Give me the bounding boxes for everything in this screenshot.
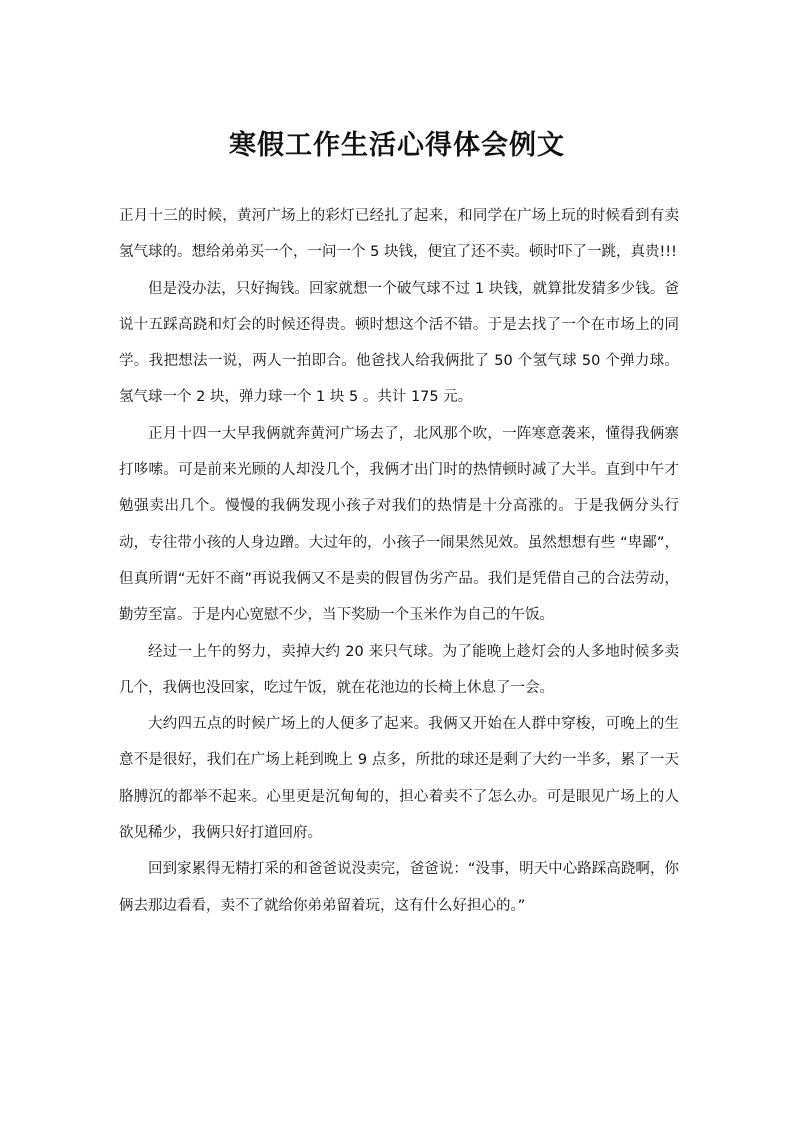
paragraph-6: 回到家累得无精打采的和爸爸说没卖完，爸爸说：“没事，明天中心路踩高跷啊，你俩去那边看看，卖不了就给你弟弟留着玩，这有什么好担心的。” (119, 861, 679, 914)
document-title: 寒假工作生活心得体会例文 (229, 130, 565, 161)
paragraph-2: 但是没办法，只好掏钱。回家就想一个破气球不过 1 块钱，就算批发猜多少钱。爸说十五踩高跷和灯会的时候还得贵。顿时想这个活不错。于是去找了一个在市场上的同学。我把想法一说，两人一拍即合。他爸找人给我俩批了 50 个氢气球 50 个弹力球。氢气球一个 2 块，弹力球一个 1 块 5 。共计 175 元。 (119, 280, 679, 406)
paragraph-3: 正月十四一大早我俩就奔黄河广场去了，北风那个吹，一阵寒意袭来，懂得我俩寨打哆嗦。可是前来光顾的人却没几个，我俩才出门时的热情顿时减了大半。直到中午才勉强卖出几个。慢慢的我俩发现小孩子对我们的热情是十分高涨的。于是我俩分头行动，专往带小孩的人身边蹭。大过年的，小孩子一闹果然见效。虽然想想有些 “卑鄙”，但真所谓“无奸不商”再说我俩又不是卖的假冒伪劣产品。我们是凭借自己的合法劳动，勤劳至富。于是内心宽慰不少，当下奖励一个玉米作为自己的午饭。 (119, 425, 679, 624)
document-body (119, 198, 679, 924)
paragraph-5: 大约四五点的时候广场上的人便多了起来。我俩又开始在人群中穿梭，可晚上的生意不是很好，我们在广场上耗到晚上 9 点多，所批的球还是剩了大约一半多，累了一天胳膊沉的都举不起来。心里更是沉甸甸的，担心着卖不了怎么办。可是眼见广场上的人欲见稀少，我俩只好打道回府。 (119, 716, 679, 842)
paragraph-1: 正月十三的时候，黄河广场上的彩灯已经扎了起来，和同学在广场上玩的时候看到有卖氢气球的。想给弟弟买一个，一问一个 5 块钱，便宜了还不卖。顿时吓了一跳，真贵!!! (119, 208, 679, 261)
paragraph-4: 经过一上午的努力，卖掉大约 20 来只气球。为了能晚上趁灯会的人多地时候多卖几个，我俩也没回家，吃过午饭，就在花池边的长椅上休息了一会。 (119, 643, 679, 696)
